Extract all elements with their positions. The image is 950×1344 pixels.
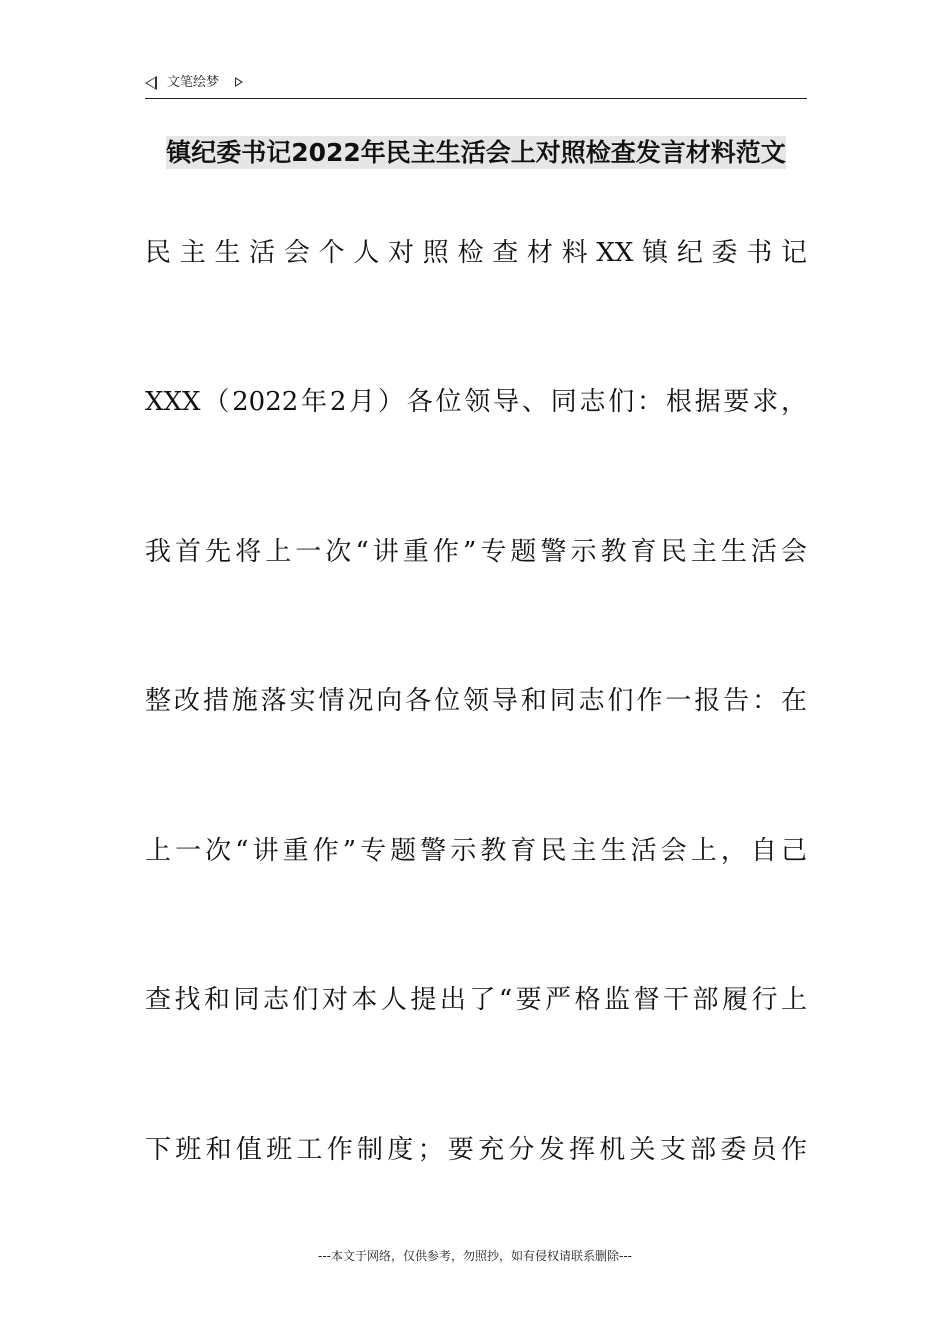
body-line-2: XXX（2022年2月）各位领导、同志们：根据要求， [145, 387, 807, 417]
footer-disclaimer: ---本文于网络，仅供参考，勿照抄，如有侵权请联系删除--- [318, 1249, 632, 1263]
document-title [145, 130, 807, 176]
triangle-left-icon [145, 76, 157, 90]
header-brand: 文笔绘梦 [167, 75, 220, 90]
body-line-5: 上一次“讲重作”专题警示教育民主生活会上，自己 [145, 836, 807, 866]
triangle-right-icon [235, 77, 243, 87]
body-line-1: 民主生活会个人对照检查材料XX镇纪委书记 [145, 238, 807, 268]
body-line-6: 查找和同志们对本人提出了“要严格监督干部履行上 [145, 985, 807, 1015]
body-line-3: 我首先将上一次“讲重作”专题警示教育民主生活会 [145, 537, 807, 567]
page-header [145, 74, 807, 99]
body-line-7: 下班和值班工作制度；要充分发挥机关支部委员作 [145, 1135, 807, 1165]
body-line-4: 整改措施落实情况向各位领导和同志们作一报告：在 [145, 686, 807, 716]
document-title-text: 镇纪委书记2022年民主生活会上对照检查发言材料范文 [166, 138, 786, 167]
